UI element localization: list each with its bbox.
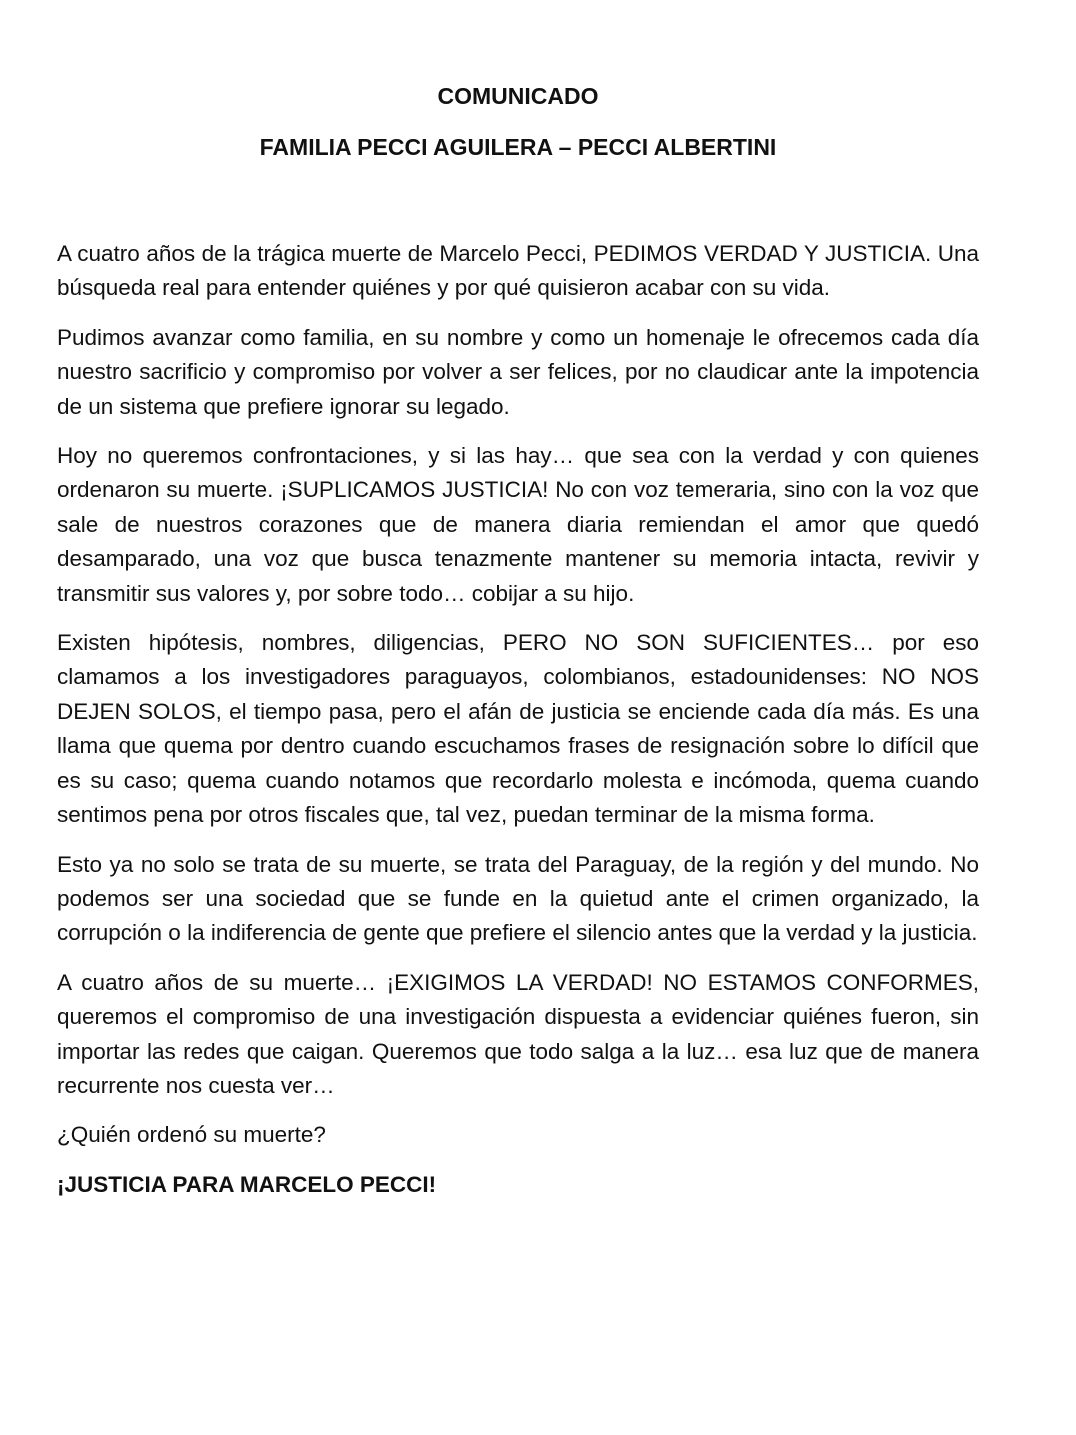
question-line: ¿Quién ordenó su muerte? — [57, 1122, 326, 1148]
paragraph-2: Pudimos avanzar como familia, en su nombre y como un homenaje le ofrecemos cada día nuestro sacrificio y compromiso por volver a ser felices, por no claudicar ante la impotencia de un sistema que prefiere ignorar su legado. — [57, 324, 979, 419]
document-subtitle: FAMILIA PECCI AGUILERA – PECCI ALBERTINI — [259, 134, 777, 160]
document-body — [57, 237, 979, 1202]
paragraph-1: A cuatro años de la trágica muerte de Marcelo Pecci, PEDIMOS VERDAD Y JUSTICIA. Una búsqueda real para entender quiénes y por qué quisieron acabar con su vida. — [57, 241, 979, 301]
paragraph-6: A cuatro años de su muerte… ¡EXIGIMOS LA VERDAD! NO ESTAMOS CONFORMES, queremos el compromiso de una investigación dispuesta a evidenciar quiénes fueron, sin importar las redes que caigan. Queremos que todo salga a la luz… esa luz que de manera recurrente nos cuesta ver… — [57, 969, 979, 1098]
closing-line: ¡JUSTICIA PARA MARCELO PECCI! — [57, 1171, 437, 1197]
paragraph-5: Esto ya no solo se trata de su muerte, se trata del Paraguay, de la región y del mundo. No podemos ser una sociedad que se funde en la quietud ante el crimen organizado, la corrupción o la indiferencia de gente que prefiere el silencio antes que la verdad y la justicia. — [57, 851, 979, 946]
paragraph-4: Existen hipótesis, nombres, diligencias, PERO NO SON SUFICIENTES… por eso clamamos a los investigadores paraguayos, colombianos, estadounidenses: NO NOS DEJEN SOLOS, el tiempo pasa, pero el afán de justicia se enciende cada día más. Es una llama que quema por dentro cuando escuchamos frases de resignación sobre lo difícil que es su caso; quema cuando notamos que recordarlo molesta e incómoda, quema cuando sentimos pena por otros fiscales que, tal vez, puedan terminar de la misma forma. — [57, 630, 979, 828]
document-title: COMUNICADO — [437, 83, 599, 109]
paragraph-3: Hoy no queremos confrontaciones, y si las hay… que sea con la verdad y con quienes ordenaron su muerte. ¡SUPLICAMOS JUSTICIA! No con voz temeraria, sino con la voz que sale de nuestros corazones que de manera diaria remiendan el amor que quedó desamparado, una voz que busca tenazmente mantener su memoria intacta, revivir y transmitir sus valores y, por sobre todo… cobijar a su hijo. — [57, 443, 979, 606]
